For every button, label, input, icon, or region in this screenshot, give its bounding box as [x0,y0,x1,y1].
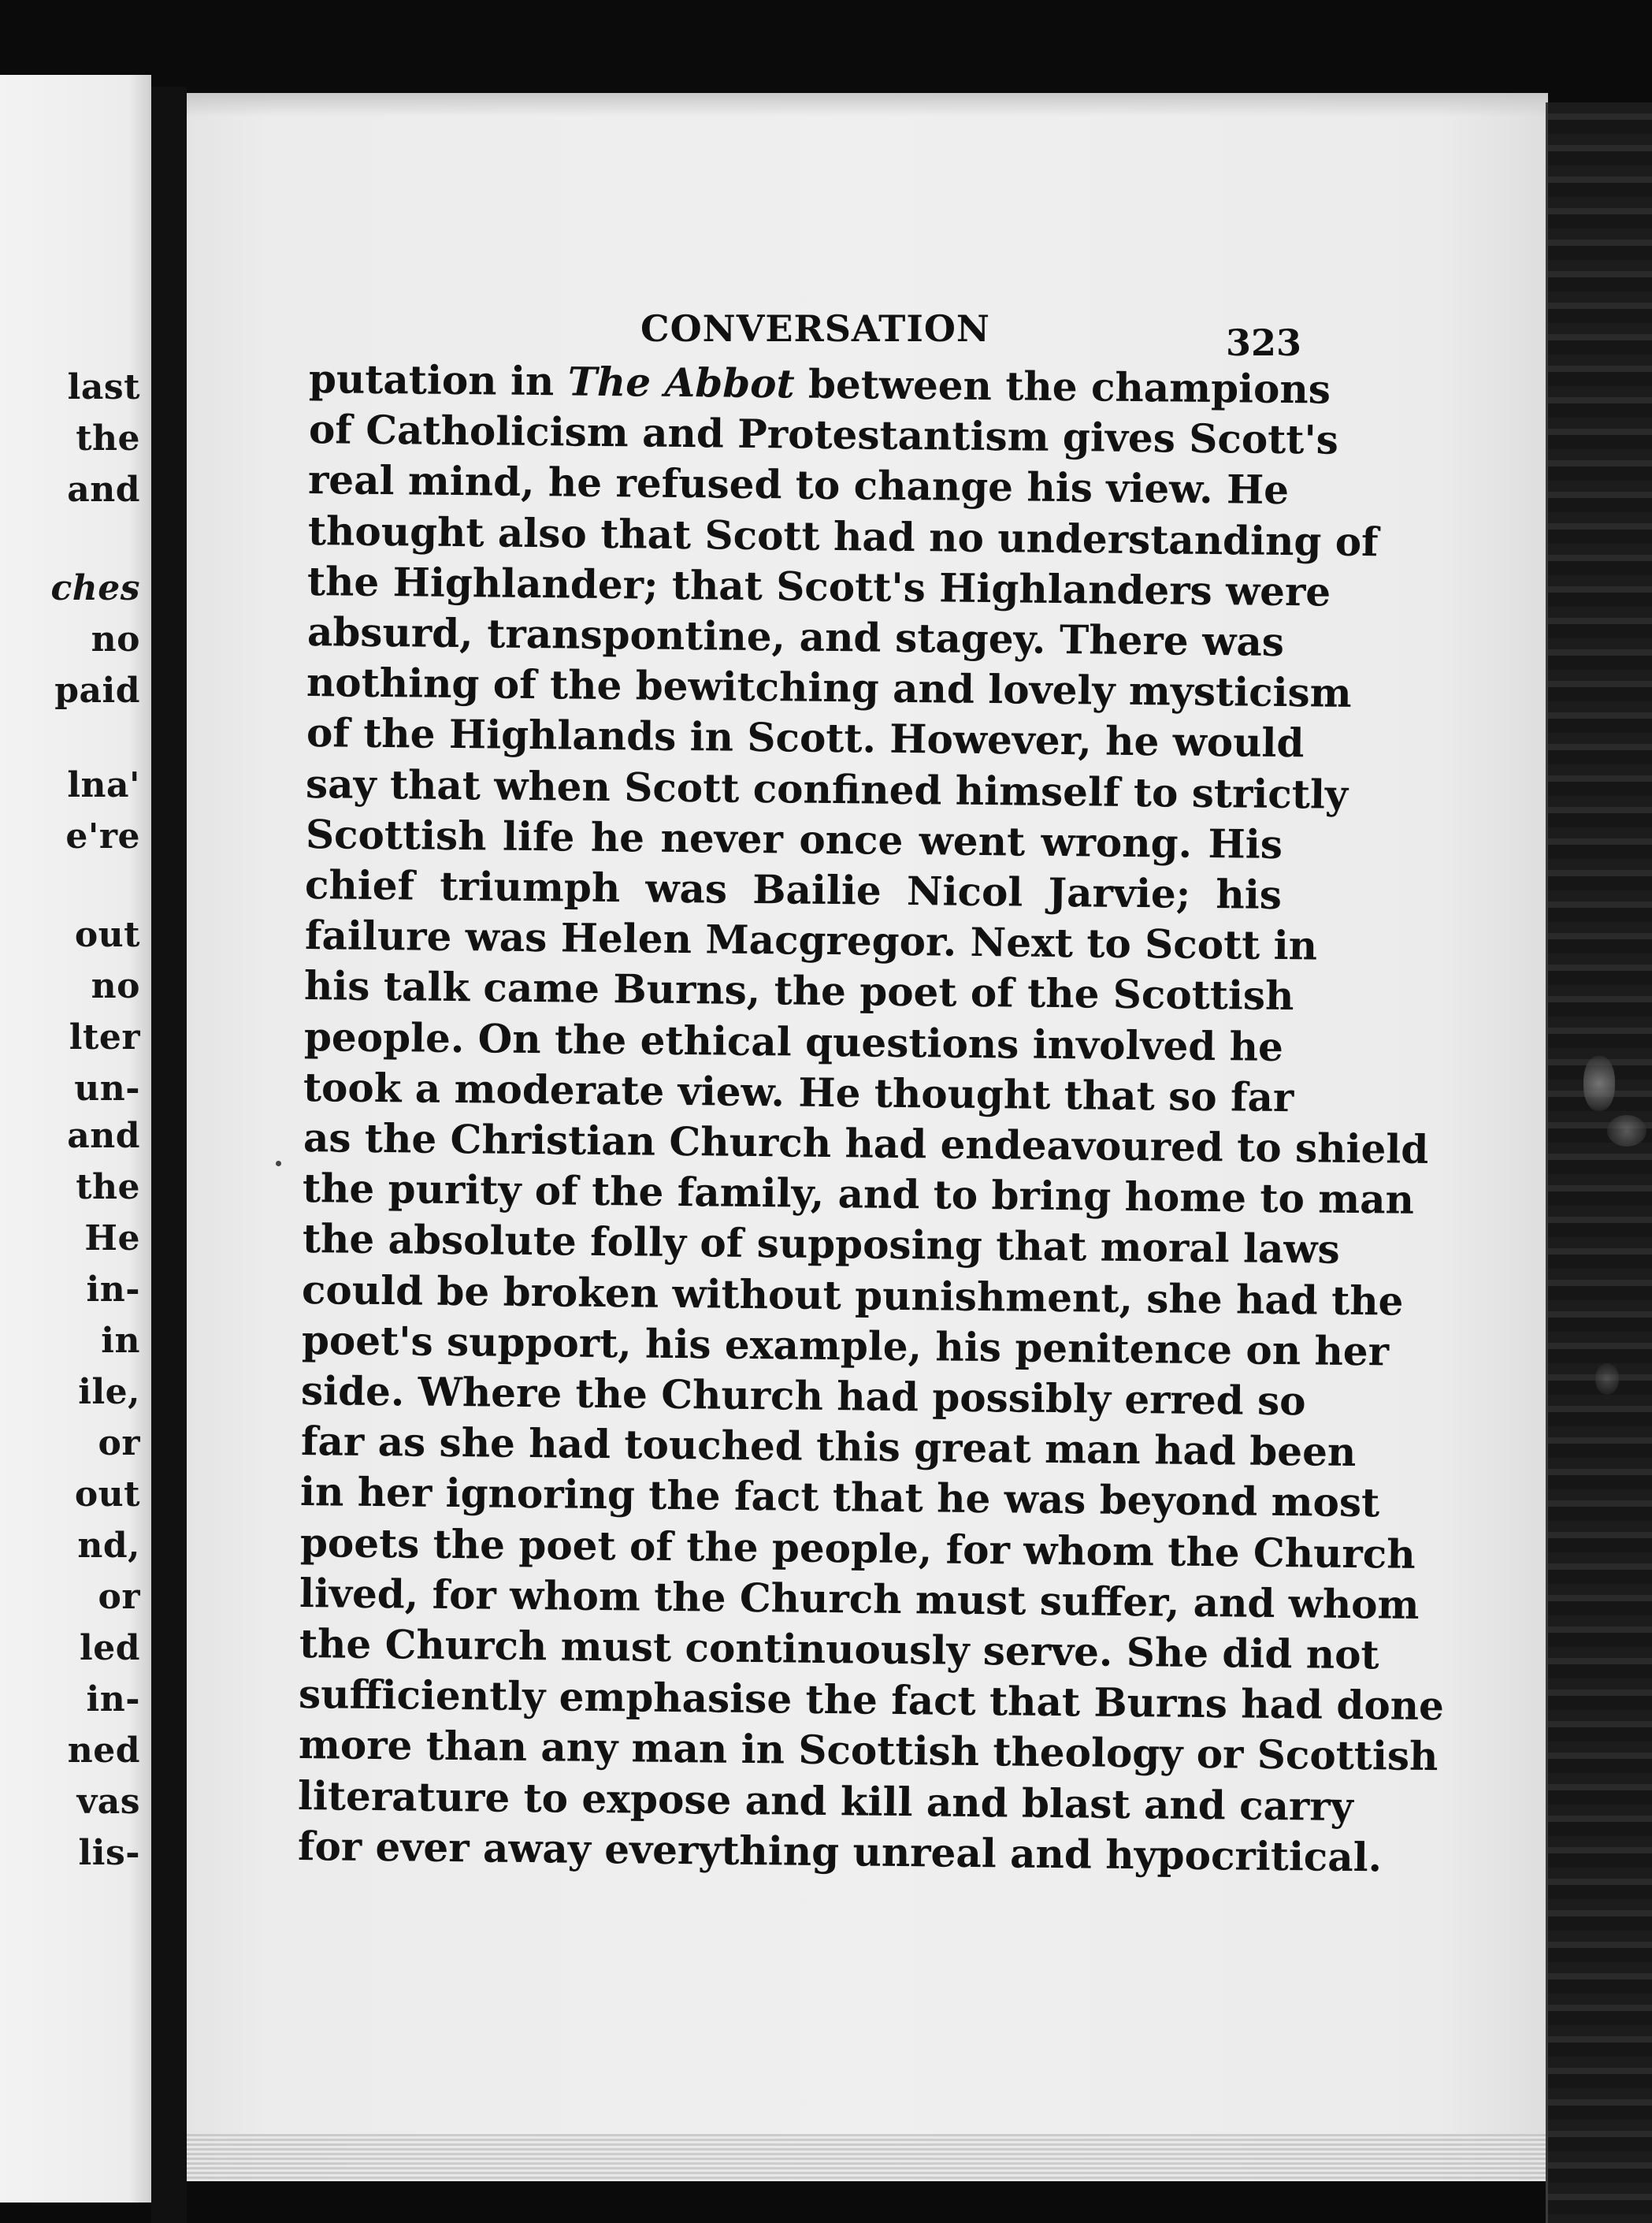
body-line: the purity of the family, and to bring home to man [302,1165,1415,1223]
running-head: CONVERSATION [640,307,990,350]
margin-dot-mark [276,1161,281,1166]
left-page-fragment: last [67,367,140,407]
body-line: poets the poet of the people, for whom the Church [299,1519,1416,1578]
left-page-fragment: or [98,1423,140,1463]
left-page-fragment: He [84,1218,140,1258]
board-stain [1583,1056,1615,1111]
body-line: far as she had touched this great man had been [300,1418,1357,1476]
body-line: Scottish life he never once went wrong. His [305,810,1283,868]
body-line: say that when Scott confined himself to strictly [305,760,1349,818]
body-line: in her ignoring the fact that he was beyond most [299,1468,1380,1526]
body-line: literature to expose and kill and blast and carry [297,1771,1354,1830]
board-stain [1595,1363,1619,1395]
body-line: people. On the ethical questions involved he [303,1013,1283,1070]
left-facing-page [0,75,151,2203]
body-line: for ever away everything unreal and hypocritical. [297,1822,1382,1881]
body-line-segment: putation in [308,355,569,405]
left-page-fragment: the [76,418,140,459]
left-page-fragment: ned [67,1730,140,1771]
left-page-fragment: led [80,1628,140,1668]
body-line: thought also that Scott had no understanding of [307,507,1379,565]
body-line: failure was Helen Macgregor. Next to Scott in [304,912,1317,969]
book-title-italic: The Abbot [567,358,795,407]
body-line: the Church must continuously serve. She did not [299,1620,1379,1678]
body-line: more than any man in Scottish theology or Scottish [298,1721,1439,1780]
body-line: of the Highlands in Scott. However, he would [306,709,1305,767]
body-line: poet's support, his example, his penitence on her [301,1316,1389,1375]
left-page-fragment: un- [74,1069,140,1109]
left-page-fragment: or [98,1577,140,1617]
left-page-fragment: lna' [67,765,140,805]
body-line: side. Where the Church had possibly erred so [300,1367,1306,1425]
board-stain [1607,1115,1646,1147]
body-line: lived, for whom the Church must suffer, and whom [299,1569,1420,1628]
left-page-fragment: vas [76,1782,140,1822]
page-number: 323 [1226,322,1302,364]
body-line [308,355,1331,413]
left-page-fragment: out [74,1474,140,1515]
book-board-edge [1548,102,1652,2223]
left-page-fragment: and [67,1116,140,1156]
left-page-fragment: the [76,1167,140,1207]
left-page-fragment: paid [54,671,140,711]
body-line: could be broken without punishment, she had the [301,1266,1404,1325]
left-page-fragment: no [91,619,140,660]
body-line: the absolute folly of supposing that moral laws [302,1215,1340,1273]
body-line: absurd, transpontine, and stagey. There was [306,608,1284,665]
body-line: as the Christian Church had endeavoured to shield [303,1114,1429,1173]
left-page-fragment: e're [65,816,140,857]
left-page-fragment: nd, [77,1526,140,1566]
left-page-fragment: lis- [78,1833,140,1873]
left-page-fragment: ches [50,568,140,608]
body-line: real mind, he refused to change his view. He [307,456,1290,514]
body-line: took a moderate view. He thought that so far [303,1063,1294,1121]
left-page-fragment: lter [69,1017,140,1058]
body-line: of Catholicism and Protestantism gives Scott's [308,406,1338,463]
left-page-fragment: in- [86,1679,140,1719]
left-page-fragment: no [91,966,140,1006]
left-page-fragment: out [74,915,140,955]
body-line-segment: between the champions [794,360,1331,413]
left-page-fragment: ile, [78,1372,140,1412]
book-gutter [151,87,187,2223]
left-page-fragment: in [101,1321,140,1361]
left-page-fragment: and [67,470,140,510]
body-line: chief triumph was Bailie Nicol Jarvie; his [304,861,1283,918]
body-line: nothing of the bewitching and lovely mysticism [306,659,1352,717]
body-line: sufficiently emphasise the fact that Burns had done [298,1671,1445,1730]
main-page [187,93,1548,2181]
body-line: the Highlander; that Scott's Highlanders were [306,557,1331,615]
left-page-fragment: in- [86,1269,140,1310]
body-line: his talk came Burns, the poet of the Scottish [303,962,1294,1020]
